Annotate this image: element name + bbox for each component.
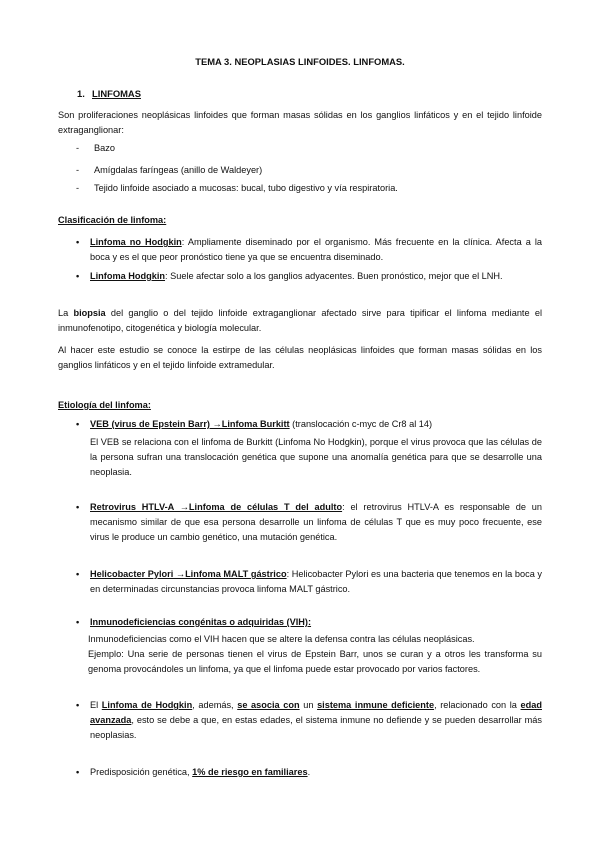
dash-marker: -: [76, 143, 80, 153]
term-linfoma-hodgkin: Linfoma Hodgkin: [90, 271, 166, 281]
classification-heading: Clasificación de linfoma:: [58, 215, 167, 225]
classification-text: : Ampliamente diseminado por el organismo. Más frecuente en la clínica. Afecta a la boca y es el que peor pronóstico tiene ya que se encuentra diseminado.: [90, 237, 542, 262]
section-number: 1.: [77, 88, 85, 99]
text-run: del ganglio o del tejido linfoide extraganglionar afectado sirve para tipificar el linfoma mediante el inmunofenotipo, citogenética y biología molecular.: [58, 308, 543, 333]
intro-paragraph: Son proliferaciones neoplásicas linfoides que forman masas sólidas en los ganglios linfáticos y en el tejido linfoide extraganglionar:: [58, 110, 542, 135]
document-title: TEMA 3. NEOPLASIAS LINFOIDES. LINFOMAS.: [195, 56, 405, 67]
study-paragraph: Al hacer este estudio se conoce la estirpe de las células neoplásicas linfoides que forman masas sólidas en los ganglios linfáticos y en el tejido linfoide extramedular.: [58, 345, 542, 370]
text-run: La: [58, 308, 74, 318]
text-run: : el retrovirus HTLV-A es responsable de un mecanismo similar de que esa persona desarrolle un linfoma de células T que es muy poco frecuente, ese virus le produce un cambio genético, una mutación genética.: [90, 502, 542, 542]
text-run: Predisposición genética,: [90, 767, 193, 777]
term-htlv: Retrovirus HTLV-A →Linfoma de células T del adulto: [90, 502, 343, 512]
term-linfoma-burkitt: →Linfoma Burkitt: [209, 419, 290, 429]
text-run: El: [90, 700, 102, 710]
etiology-item-veb: [76, 417, 542, 480]
site-bazo: Bazo: [94, 143, 115, 153]
term-linfoma-no-hodgkin: Linfoma no Hodgkin: [90, 237, 182, 247]
inmuno-line: Inmunodeficiencias como el VIH hacen que se altere la defensa contra las células neoplásicas.: [88, 634, 475, 644]
bullet-marker: •: [76, 569, 80, 579]
text-run: , además,: [192, 700, 238, 710]
veb-detail: El VEB se relaciona con el linfoma de Burkitt (Linfoma No Hodgkin), porque el virus provoca que las células de la persona sufran una translocación genética que supone una anomalía genética para que se desarrolle una neoplasia.: [90, 437, 542, 477]
term-se-asocia: se asocia con: [237, 700, 300, 710]
text-run: un: [299, 700, 318, 710]
site-amigdalas: Amígdalas faríngeas (anillo de Waldeyer): [94, 165, 263, 175]
bullet-marker: •: [76, 237, 80, 247]
bullet-marker: •: [76, 700, 80, 710]
inmuno-example: Ejemplo: Una serie de personas tienen el virus de Epstein Barr, unos se curan y a otros les transforma su genoma provocándoles un linfoma, ya que el linfoma puede estar provocado por varios factores.: [88, 649, 542, 674]
term-helicobacter: Helicobacter Pylori →Linfoma MALT gástrico: [90, 569, 287, 579]
term-biopsia: biopsia: [73, 308, 106, 318]
bullet-marker: •: [76, 502, 80, 512]
text-run: .: [307, 767, 311, 777]
etiology-item-hpylori: [76, 567, 542, 597]
etiology-item-hodgkin: [76, 698, 542, 743]
dash-marker: -: [76, 165, 80, 175]
text-run: : Helicobacter Pylori es una bacteria que tenemos en la boca y en determinadas circunstancias provoca linfoma MALT gástrico.: [90, 569, 543, 594]
section-heading-linfomas: [77, 86, 141, 101]
term-edad-avanzada: edad avanzada: [90, 700, 542, 725]
classification-item-lnh: [76, 235, 542, 265]
bullet-marker: •: [76, 767, 80, 777]
etiology-item-htlv: [76, 500, 542, 545]
dash-marker: -: [76, 183, 80, 193]
term-riesgo-familiares: 1% de riesgo en familiares: [192, 767, 308, 777]
term-linfoma-de-hodgkin: Linfoma de Hodgkin: [101, 700, 193, 710]
etiology-heading: Etiología del linfoma:: [58, 400, 151, 410]
biopsy-paragraph: [58, 306, 542, 336]
list-item: [76, 163, 262, 178]
etiology-item-inmuno: [76, 615, 542, 677]
term-veb: VEB (virus de Epstein Barr): [90, 419, 210, 429]
text-run: , relacionado con la: [434, 700, 521, 710]
term-sistema-inmune: sistema inmune deficiente: [317, 700, 435, 710]
text-run: , esto se debe a que, en estas edades, el sistema inmune no defiende y se pueden desarrollar más neoplasias.: [90, 715, 542, 740]
bullet-marker: •: [76, 271, 80, 281]
list-item: [76, 141, 115, 156]
list-item: [76, 181, 398, 196]
classification-text: : Suele afectar solo a los ganglios adyacentes. Buen pronóstico, mejor que el LNH.: [165, 271, 503, 281]
bullet-marker: •: [76, 419, 80, 429]
term-inmunodeficiencias: Inmunodeficiencias congénitas o adquiridas (VIH):: [90, 617, 312, 627]
site-malt: Tejido linfoide asociado a mucosas: bucal, tubo digestivo y vía respiratoria.: [94, 183, 398, 193]
etiology-item-genetica: [76, 765, 542, 780]
section-title: LINFOMAS: [92, 88, 141, 99]
text-run: (translocación c-myc de Cr8 al 14): [289, 419, 433, 429]
bullet-marker: •: [76, 617, 80, 627]
classification-item-lh: [76, 269, 542, 284]
